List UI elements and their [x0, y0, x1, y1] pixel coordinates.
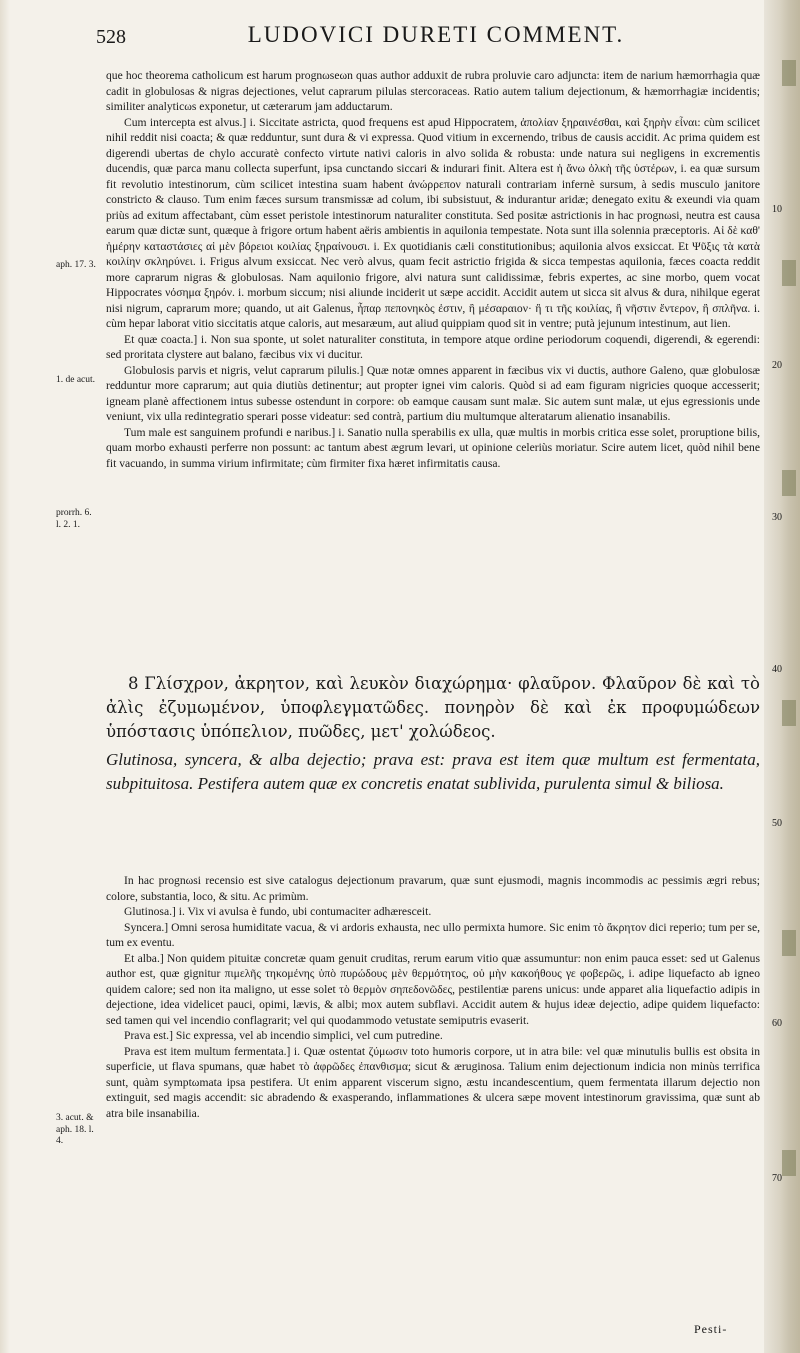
page-header: [96, 22, 756, 52]
paragraph-coacta: Et quæ coacta.] i. Non sua sponte, ut solet naturaliter constituta, in tempore atque ordine periodorum coquendi, digerendi, & egerendi: sed proritata clystere aut balano, fæcibus vix vi ducitur.: [106, 332, 760, 361]
edge-tab: [782, 700, 796, 726]
aphorism-block: [106, 672, 760, 796]
paragraph-intro: que hoc theorema catholicum est harum prognωseωn quas author adduxit de rubra proluvie caro adjuncta: item de narium hæmorrhagia quæ cadit in globulosas & nigras dejectiones, velut caprarum pilulas stercoraceas. Ratio autem talium dejectionum, & hæmorrhagiæ incidentis; similiter analyticωs exponetur, ut cæterarum jam adductarum.: [106, 69, 760, 113]
line-number: 60: [772, 1018, 782, 1029]
margin-ref-acut: 3. acut. &: [56, 1113, 94, 1123]
paragraph-glutinosa: Glutinosa.] i. Vix vi avulsa è fundo, ubi contumaciter adhæresceit.: [124, 905, 432, 918]
text-block-top: [106, 68, 760, 471]
paragraph-alba: Et alba.] Non quidem pituitæ concretæ quam genuit cruditas, rerum earum vitio quæ assumuntur: non enim pauca esset: sed ut Galenus author est, quæ gignitur πιμελῆς τηκομένης ὑπὸ πυρώδους μὲν θερμότητος, οὐ μὴν κακοήθους γε φοβερῶς, i. adipe liquefacto ab igneo quidem calore; sed non ita maligno, ut esse solet τὸ θερμὸν σηπεδονῶδες, pestilentiæ parens unicus: unde apparet alia liquefactio adipis in dejectione, idea videlicet pauci, opimi, lævis, & albi; mox autem subflavi. Accidit autem & hujus ideæ dejectio, adipe quidem liquefacto: sed tamen qui vel incendio conflagrarit; vel qui quodammodo vetustate semiputris evaserit.: [106, 951, 760, 1027]
paragraph-prava: Prava est.] Sic expressa, vel ab incendio simplici, vel cum putredine.: [124, 1029, 443, 1042]
text-block-bottom: [106, 873, 760, 1121]
edge-tab: [782, 260, 796, 286]
latin-translation: Glutinosa, syncera, & alba dejectio; prava est: prava est item quæ multum est fermentata, subpituitosa. Pestifera autem quæ ex concretis enatat sublivida, purulenta simul & biliosa.: [106, 750, 760, 793]
margin-ref-prorrh-book: l. 2. 1.: [56, 520, 81, 530]
paragraph-sanguinem: Tum male est sanguinem profundi e naribus.] i. Sanatio nulla sperabilis ex ulla, quæ multis in morbis critica esse solet, proruptione bilis, quam morbo exhausti perferre non possunt: ac tantum abest ægrum levari, ut opinione celeriùs moriatur. Scire autem licet, quòd nihil bene fit vacuando, in summa virium infirmitate; cùm firmiter fixa hæret infirmitatis causa.: [106, 425, 760, 470]
paragraph-fermentata: Prava est item multum fermentata.] i. Quæ ostentat ζύμωσιν toto humoris corpore, ut in atra bile: vel quæ minutulis bullis est obsita in superficie, ut flava spumans, quæ habet τὸ ἀφρῶδες ἐπανθισμα; sicut & æruginosa. Talium enim dejectionum indicia non minùs terrifica sunt, quàm symptωmata ipsa pestifera. Ut enim apparent viscerum signo, æstu incandescentium, quem fermentata illarum dejectio non extinguit, sed magis accendit: sic abradendo & exasperando, inflammationes & ulcera sæpe movent intestinorum gravissima, quæ sunt ab atra bile insanabilia.: [106, 1044, 760, 1120]
paragraph-intercepta: Cum intercepta est alvus.] i. Siccitate astricta, quod frequens est apud Hippocratem, ἀπολίαν ξηραινέσθαι, καὶ ξηρὴν εἶναι: cùm scilicet nihil reddit nisi coacta; & quæ redduntur, sunt dura & vi expressa. Quod vitium in excernendo, tribus de causis accidit. Ac prima quidem est digerendi ubertas de chylo accuratè confecto virtute nativi caloris in alvo solida & robusta: unde natura sui negligens in excrementis ducendis, quæ parca manu collecta superfunt, ipsa cunctando siccari & indurari finit. Altera est ἡ ἄνω ὁλκὴ τῆς ὑστέρων, i. ea quæ sursum fit revolutio intestinorum, cùm scilicet intestina suam habent ἀνώρρεπον naturali contrariam infernè sursum, à sedis musculo janitore constricto & clauso. Tum enim fæces sursum transmissæ ad colum, ibi subsistuut, & indurantur aridæ; denegato exitu & exeundi via quam priùs ad exitum affectabant, cùm esset peristole intestinorum naturaliter constituta. Sed positæ astrictionis in hac prognωsi, neutra est causa earum quæ dictæ sunt, quæque à frigore ortum habent aëris ambientis in aquilonia tempestate. Nota sunt illa solennia præceptoris. Αἱ δὲ καθ' ἡμέρην καταστάσιες αἱ μὲν βόρειοι κοιλίας ξηραίνουσι. i. Ex quotidianis cæli constitutionibus; aquilonia alvos exsiccat. Et Ψῦξις τὰ κατὰ κοιλίην σκληρύνει. i. Frigus alvum exsiccat. Nec verò alvus, quam fecit astrictio frigida & sicca tempestas aquilonia, fæces coacta reddit more caprarum nigras & globulosas. Nam aquilonio frigore, alvi natura sunt calidissimæ, febris expertes, ac sine morbo, quem vocat Hippocrates νόσημα ξηρόν. i. morbum siccum; nisi aliunde inciderit ut sæpe accidit. Accidit autem ut sicca sit alvus & dura, nihilque egerat nisi nigrum, caprarum more; quando, ut ait Galenus, ἧπαρ πεπονηκὸς ἐστιν, ἢ μέσαραιον· ἢ τι τῆς κοιλίας, ἢ νῆστιν ἔντερον, ἢ σπλῆνα. i. cùm hepar laborat vitio siccitatis atque caloris, aut mesaræum, aut aliud quippiam quod sit in ventre; putà jejunum intestinum, aut lien.: [106, 115, 760, 330]
paragraph-globulosis: Globulosis parvis et nigris, velut caprarum pilulis.] Quæ notæ omnes apparent in fæcibus vix vi ductis, authore Galeno, quæ globulosæ redduntur more caprarum; aut quia diutiùs detinentur; aut propter ignei vim caloris. Quòd si ad eam figuram nigricies quoque accesserit; igneam planè affectionem intus subesse ostendunt in corpore: ob eamque causam sunt malæ. Sic autem sunt malæ, ut ejus egressionis unde veniunt, vix ulla redintegratio sperari posse videatur: sed contrà, partium diu multumque alteratarum alienatio insanabilis.: [106, 363, 760, 423]
line-number: 70: [772, 1173, 782, 1184]
paragraph-syncera: Syncera.] Omni serosa humiditate vacua, & vi ardoris exhausta, nec ullo permixta humore. Sic enim τὸ ἄκρητον dici reperio; tum per se, tum ex eventu.: [106, 920, 760, 949]
right-page-edge: [764, 0, 800, 1353]
line-number: 20: [772, 360, 782, 371]
margin-ref-de-acut: 1. de acut.: [56, 375, 96, 385]
line-number: 30: [772, 512, 782, 523]
margin-ref-aph: aph. 17. 3.: [56, 260, 96, 270]
catchword: Pesti-: [694, 1322, 728, 1336]
paragraph-in-hac: In hac prognωsi recensio est sive catalogus dejectionum pravarum, quæ sunt ejusmodi, magnis incommodis ac pessimis ægri rebus; colore, substantia, loco, & situ. Ac primùm.: [106, 874, 760, 903]
running-head: LUDOVICI DURETI COMMENT.: [247, 22, 625, 47]
edge-tab: [782, 470, 796, 496]
edge-tab: [782, 930, 796, 956]
page-number: 528: [96, 26, 126, 48]
left-page-edge: [0, 0, 10, 1353]
edge-tab: [782, 60, 796, 86]
margin-ref-prorrh: prorrh. 6.: [56, 508, 92, 518]
greek-aphorism: 8 Γλίσχρον, ἀκρητον, καὶ λευκὸν διαχώρημα· φλαῦρον. Φλαῦρον δὲ καὶ τὸ ἀλὶς ἐζυμωμένον, ὑποφλεγματῶδες. πονηρὸν δὲ καὶ ἐκ προφυμώδεων ὑπόστασις ὑπόπελιον, πυῶδες, μετ' χολώδεος.: [106, 674, 760, 741]
line-number: 10: [772, 204, 782, 215]
margin-ref-aph-4: aph. 18. l. 4.: [56, 1125, 94, 1146]
line-number: 40: [772, 664, 782, 675]
edge-tab: [782, 1150, 796, 1176]
line-number: 50: [772, 818, 782, 829]
